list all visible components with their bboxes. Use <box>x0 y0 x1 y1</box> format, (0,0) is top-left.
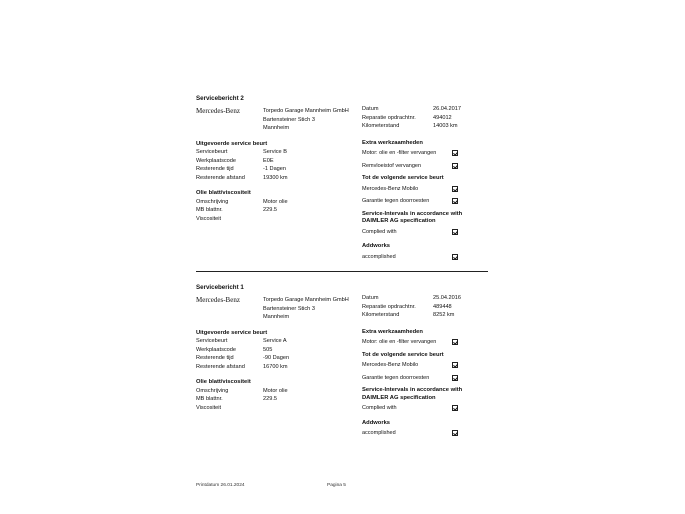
field-value: 8252 km <box>433 312 455 318</box>
checklist-label: accomplished <box>362 253 396 260</box>
info-row <box>362 294 488 303</box>
field-label: Datum <box>362 106 379 112</box>
report-title: Servicebericht 2 <box>196 95 244 102</box>
checklist-label: Mercedes-Benz Mobilo <box>362 185 419 192</box>
info-row <box>362 122 488 131</box>
garage-address <box>263 107 362 133</box>
service-report-1 <box>196 283 488 437</box>
field-value: Motor olie <box>263 198 288 205</box>
service-report-2 <box>196 94 488 260</box>
field-label: Reparatie opdrachtnr. <box>362 114 416 121</box>
checklist-label: Complied with <box>362 405 397 412</box>
checklist-label: Garantie tegen doorroesten <box>362 198 430 205</box>
field-value: 229.5 <box>263 207 277 214</box>
field-value: Service A <box>263 338 287 345</box>
checkbox-checked-icon <box>452 339 458 345</box>
checklist-label: accomplished <box>362 430 396 437</box>
field-label: Omschrijving <box>196 387 229 394</box>
checklist-item <box>362 226 488 239</box>
checklist-item <box>362 147 488 160</box>
info-row <box>362 105 488 114</box>
checklist-item <box>362 372 488 385</box>
checklist-label: Motor: olie en -filter vervangen <box>362 339 437 346</box>
field-value: Motor olie <box>263 387 288 394</box>
garage-name: Torpedo Garage Mannheim GmbH <box>263 108 349 114</box>
checklist-item <box>362 183 488 196</box>
checklist-item <box>362 251 488 264</box>
field-label: Datum <box>362 295 379 301</box>
field-label: Kilometerstand <box>362 312 400 318</box>
field-value: 229.5 <box>263 396 277 403</box>
field-label: Reparatie opdrachtnr. <box>362 303 416 310</box>
checkbox-checked-icon <box>452 198 458 204</box>
field-label: Servicebeurt <box>196 338 228 345</box>
print-date: Printdatum 26.01.2024 <box>196 483 245 488</box>
field-value: 16700 km <box>263 363 288 370</box>
brand-name: Mercedes-Benz <box>196 107 240 115</box>
garage-address <box>263 296 362 322</box>
page-number: Pagina 5 <box>327 483 346 488</box>
checkbox-checked-icon <box>452 405 458 411</box>
field-value: 25.04.2016 <box>433 295 461 301</box>
checklist-label: Remvloeistof vervangen <box>362 162 422 169</box>
intervals-section-title: Service-Intervals in accordance with DAIMLER AG specification <box>362 387 463 401</box>
field-value: 26.04.2017 <box>433 106 461 112</box>
checkbox-checked-icon <box>452 150 458 156</box>
extra-section-title: Extra werkzaamheden <box>362 328 423 335</box>
checkbox-checked-icon <box>452 229 458 235</box>
field-value: 14003 km <box>433 123 458 129</box>
report-title: Servicebericht 1 <box>196 284 244 291</box>
extra-section-title: Extra werkzaamheden <box>362 139 423 146</box>
addworks-section-title: Addworks <box>362 243 391 249</box>
field-value: E0E <box>263 157 274 164</box>
field-label: Kilometerstand <box>362 123 400 129</box>
checklist-item <box>362 336 488 349</box>
checklist-item <box>362 359 488 372</box>
info-row <box>362 114 488 123</box>
field-label: MB blattnr. <box>196 396 223 403</box>
checkbox-checked-icon <box>452 254 458 260</box>
info-row <box>362 303 488 312</box>
field-value: -1 Dagen <box>263 166 287 173</box>
brand-name: Mercedes-Benz <box>196 296 240 304</box>
checklist-item <box>362 195 488 208</box>
field-label: Resterende tijd <box>196 355 234 362</box>
field-value: 505 <box>263 346 273 353</box>
field-label: Resterende afstand <box>196 363 245 370</box>
checklist-label: Complied with <box>362 228 397 235</box>
field-value: 494012 <box>433 114 452 121</box>
garage-street: Bartensteiner Stich 3 <box>263 305 315 312</box>
service-section-title: Uitgevoerde service beurt <box>196 140 268 147</box>
info-row <box>362 311 488 320</box>
field-value: Service B <box>263 149 287 156</box>
field-label: Resterende afstand <box>196 174 245 181</box>
garage-city: Mannheim <box>263 314 290 321</box>
checklist-item <box>362 402 488 415</box>
field-label: Resterende tijd <box>196 166 234 173</box>
field-value: 489448 <box>433 303 452 310</box>
checklist-label: Motor: olie en -filter vervangen <box>362 150 437 157</box>
field-label: Werkplaatscode <box>196 157 237 164</box>
next-section-title: Tot de volgende service beurt <box>362 175 444 181</box>
field-value: 19300 km <box>263 174 288 181</box>
checkbox-checked-icon <box>452 163 458 169</box>
report-divider <box>196 271 488 272</box>
right-column <box>362 294 488 440</box>
intervals-section-title: Service-Intervals in accordance with DAIMLER AG specification <box>362 210 463 224</box>
field-label: Servicebeurt <box>196 149 228 156</box>
oil-section-title: Olie blatt/viscositeit <box>196 190 251 197</box>
field-value: -90 Dagen <box>263 355 290 362</box>
checklist-item <box>362 160 488 173</box>
checkbox-checked-icon <box>452 362 458 368</box>
right-column <box>362 105 488 263</box>
service-section-title: Uitgevoerde service beurt <box>196 329 268 336</box>
checklist-label: Mercedes-Benz Mobilo <box>362 362 419 369</box>
garage-name: Torpedo Garage Mannheim GmbH <box>263 297 349 303</box>
oil-section-title: Olie blatt/viscositeit <box>196 379 251 386</box>
field-label: Omschrijving <box>196 198 229 205</box>
field-label: Werkplaatscode <box>196 346 237 353</box>
checkbox-checked-icon <box>452 186 458 192</box>
field-label: Viscositeit <box>196 215 222 222</box>
addworks-section-title: Addworks <box>362 419 391 426</box>
garage-city: Mannheim <box>263 125 290 132</box>
checkbox-checked-icon <box>452 430 458 436</box>
checklist-item <box>362 427 488 440</box>
field-label: Viscositeit <box>196 404 222 411</box>
next-section-title: Tot de volgende service beurt <box>362 351 444 358</box>
checklist-label: Garantie tegen doorroesten <box>362 374 430 381</box>
checkbox-checked-icon <box>452 375 458 381</box>
garage-street: Bartensteiner Stich 3 <box>263 116 315 123</box>
field-label: MB blattnr. <box>196 207 223 214</box>
